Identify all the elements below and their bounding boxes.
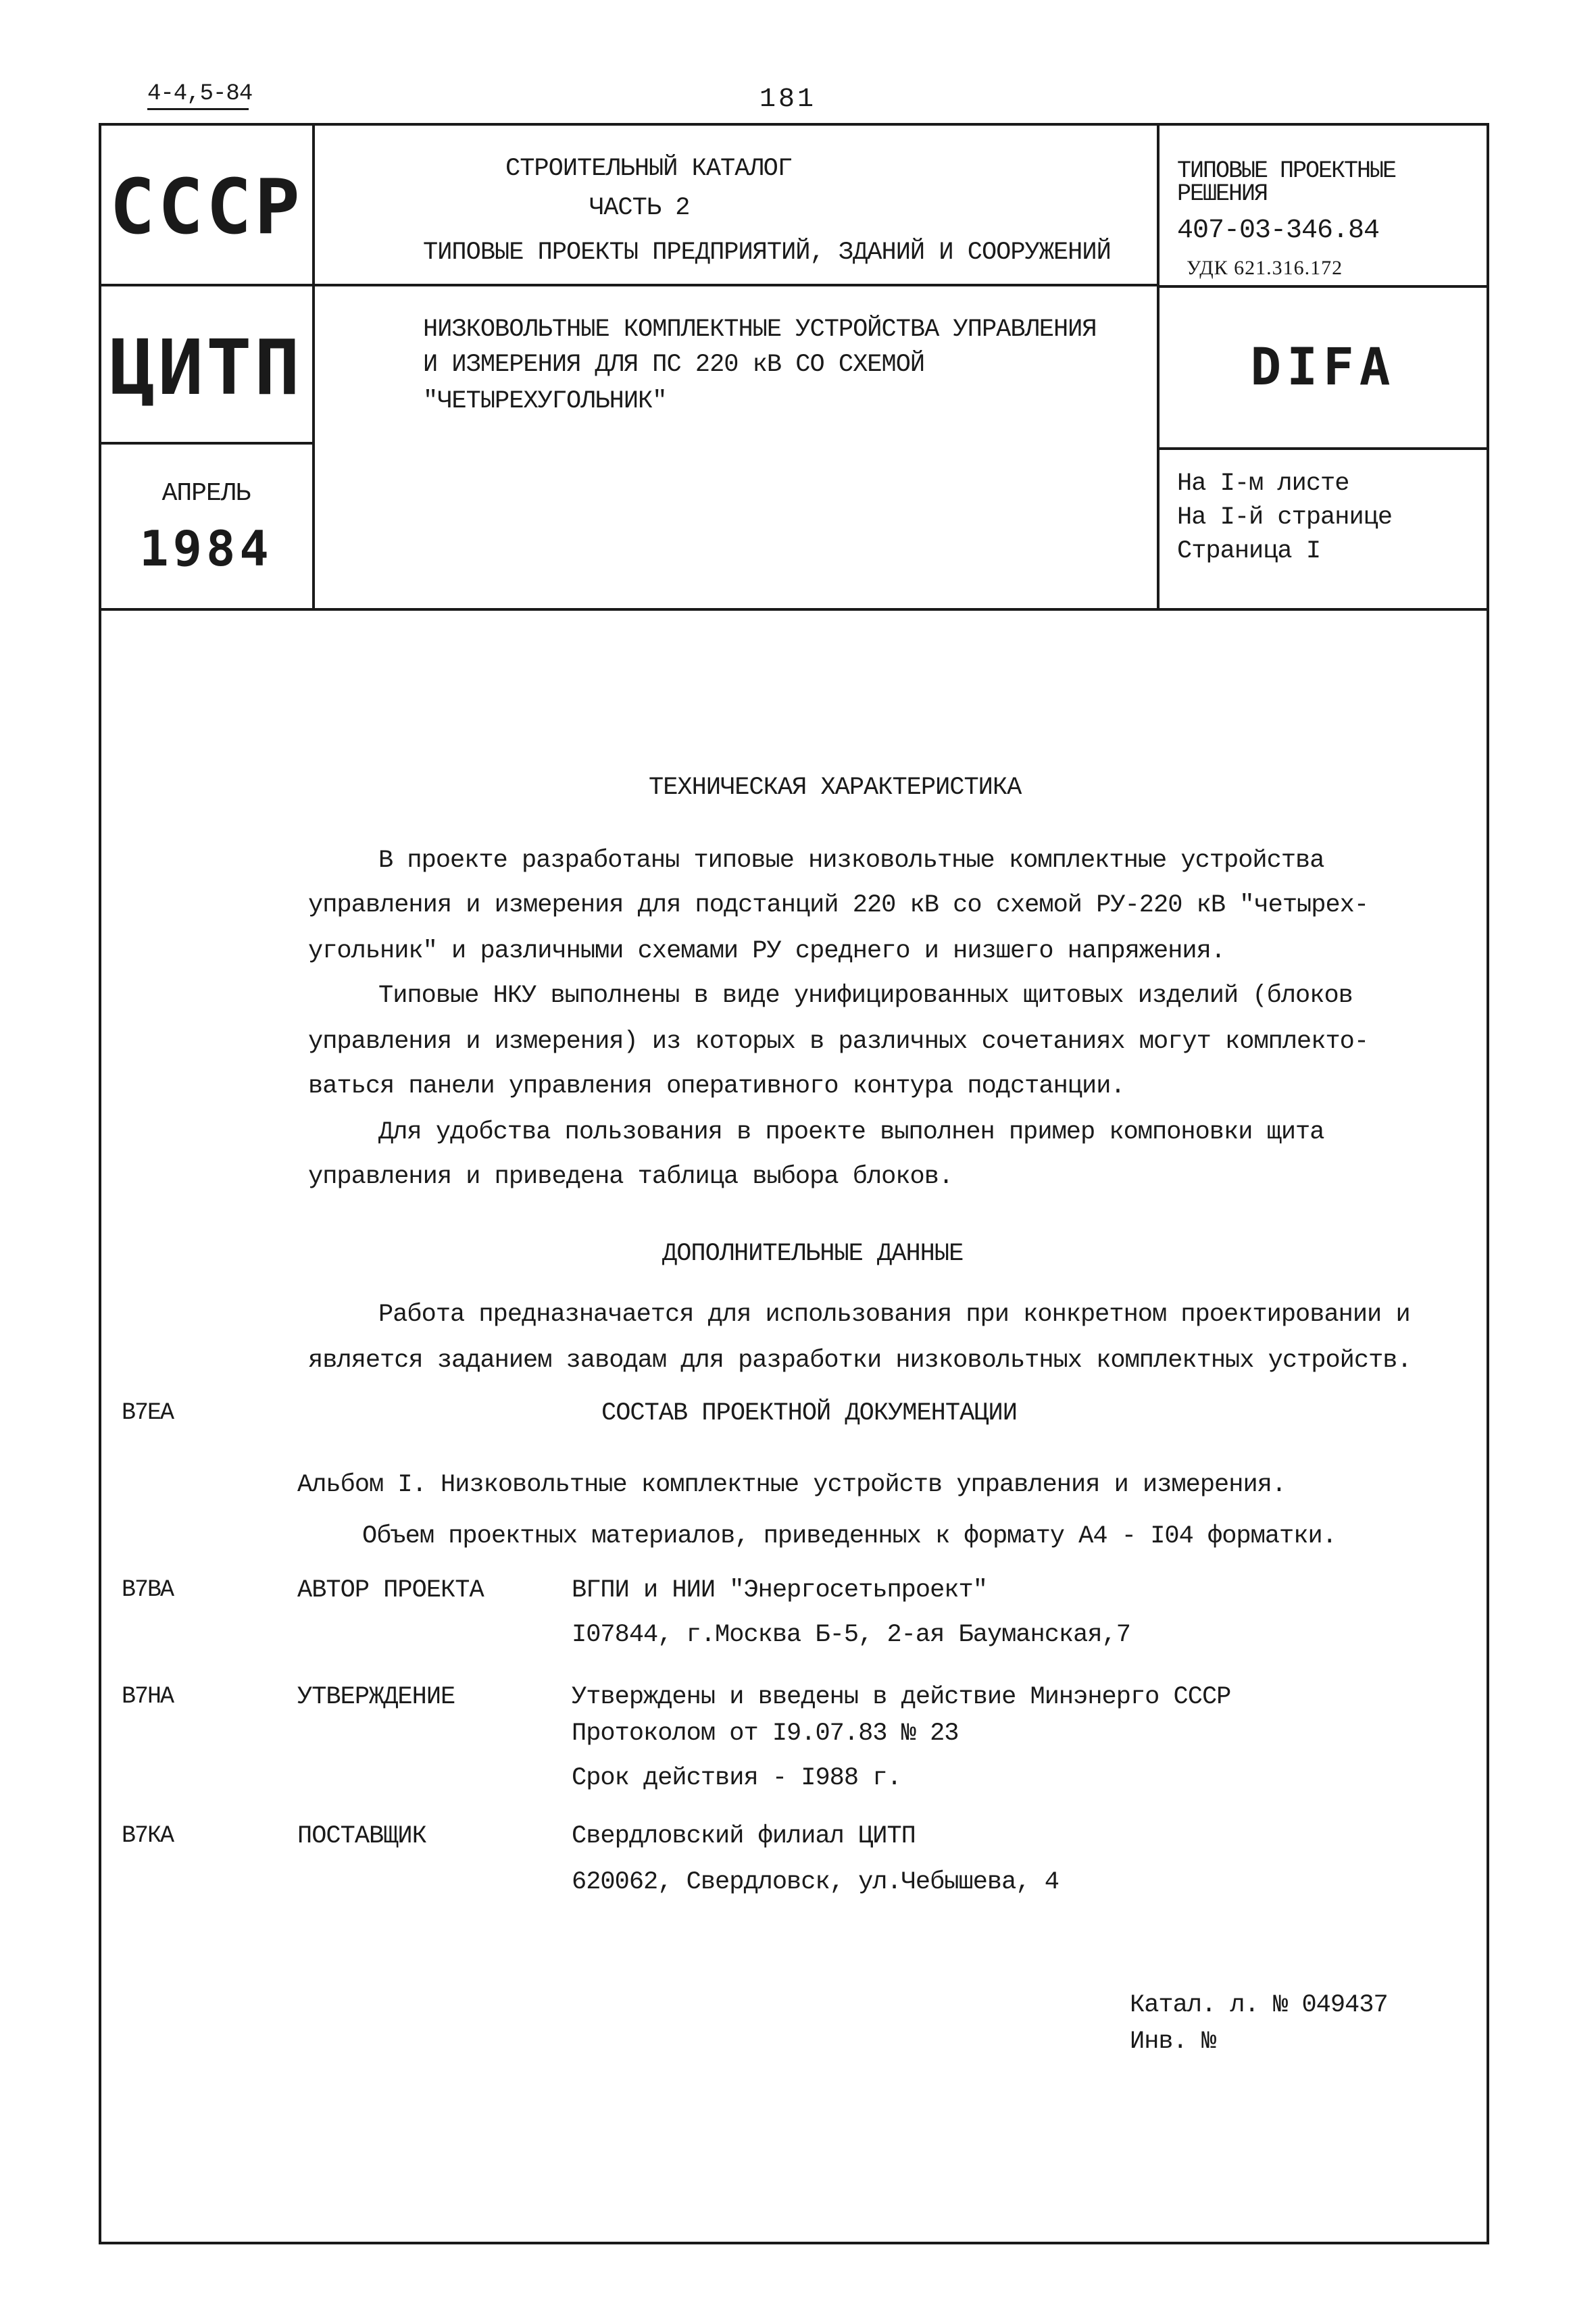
tech-paragraph-line: управления и измерения) из которых в различных сочетаниях могут комплекто- <box>308 1028 1369 1056</box>
country-label: СССР <box>109 164 303 251</box>
project-title-line1: НИЗКОВОЛЬТНЫЕ КОМПЛЕКТНЫЕ УСТРОЙСТВА УПРАВЛЕНИЯ <box>423 316 1097 344</box>
tech-paragraph-line: В проекте разработаны типовые низковольтные комплектные устройства <box>378 847 1324 875</box>
sheet-info-line2: На I-й странице <box>1177 503 1393 532</box>
header-row1-rule <box>99 284 1157 286</box>
supplier-value: 620062, Свердловск, ул.Чебышева, 4 <box>572 1868 1059 1896</box>
supplier-label: ПОСТАВЩИК <box>297 1822 426 1851</box>
doc-type-line2: РЕШЕНИЯ <box>1177 180 1268 207</box>
catalog-sheet-number: Катал. л. № 049437 <box>1130 1991 1388 2019</box>
header-divider-left <box>312 123 315 611</box>
catalog-part: ЧАСТЬ 2 <box>589 194 690 222</box>
inventory-number: Инв. № <box>1130 2028 1216 2056</box>
month-label: АПРЕЛЬ <box>161 479 251 508</box>
project-title-line2: И ИЗМЕРЕНИЯ ДЛЯ ПС 220 кВ СО СХЕМОЙ <box>423 351 925 379</box>
header-left-row2-rule <box>99 442 312 445</box>
author-value: I07844, г.Москва Б-5, 2-ая Бауманская,7 <box>572 1621 1130 1649</box>
approval-value: Срок действия - I988 г. <box>572 1764 901 1792</box>
tech-paragraph-line: ваться панели управления оперативного контура подстанции. <box>308 1072 1125 1101</box>
extra-paragraph-line: является заданием заводам для разработки низковольтных комплектных устройств. <box>308 1347 1412 1375</box>
year-label: 1984 <box>139 520 273 577</box>
tech-heading: ТЕХНИЧЕСКАЯ ХАРАКТЕРИСТИКА <box>649 774 1022 802</box>
header-bottom-rule <box>99 608 1489 611</box>
approval-label: УТВЕРЖДЕНИЕ <box>297 1683 455 1711</box>
series-code: 4-4,5-84 <box>147 81 253 107</box>
sheet-info-line3: Страница I <box>1177 537 1321 565</box>
page-number: 181 <box>759 84 817 115</box>
sheet-info-line1: На I-м листе <box>1177 470 1349 498</box>
tech-paragraph-line: управления и измерения для подстанций 220 кВ со схемой РУ-220 кВ "четырех- <box>308 891 1369 920</box>
extra-heading: ДОПОЛНИТЕЛЬНЫЕ ДАННЫЕ <box>662 1240 964 1268</box>
series-underline <box>147 108 249 110</box>
supplier-code: В7КА <box>122 1822 174 1849</box>
header-right-row2-rule <box>1157 447 1489 450</box>
project-title-line3: "ЧЕТЫРЕХУГОЛЬНИК" <box>423 387 667 416</box>
header-right-row1-rule <box>1157 285 1489 288</box>
doc-type-line1: ТИПОВЫЕ ПРОЕКТНЫЕ <box>1177 157 1396 184</box>
approval-value: Протоколом от I9.07.83 № 23 <box>572 1719 959 1748</box>
supplier-value: Свердловский филиал ЦИТП <box>572 1822 916 1851</box>
author-label: АВТОР ПРОЕКТА <box>297 1576 484 1605</box>
album-line: Альбом I. Низковольтные комплектные устройств управления и измерения. <box>297 1471 1287 1499</box>
udk-code: УДК 621.316.172 <box>1187 257 1343 279</box>
extra-paragraph-line: Работа предназначается для использования при конкретном проектировании и <box>378 1301 1410 1329</box>
author-code: В7ВА <box>122 1576 174 1603</box>
composition-heading: СОСТАВ ПРОЕКТНОЙ ДОКУМЕНТАЦИИ <box>601 1399 1017 1428</box>
project-code: DIFA <box>1250 336 1396 397</box>
approval-value: Утверждены и введены в действие Минэнерго СССР <box>572 1683 1231 1711</box>
tech-paragraph-line: Для удобства пользования в проекте выполнен пример компоновки щита <box>378 1118 1324 1147</box>
tech-paragraph-line: Типовые НКУ выполнены в виде унифицированных щитовых изделий (блоков <box>378 982 1353 1010</box>
volume-line: Объем проектных материалов, приведенных к формату А4 - I04 форматки. <box>362 1522 1337 1551</box>
catalog-subtitle: ТИПОВЫЕ ПРОЕКТЫ ПРЕДПРИЯТИЙ, ЗДАНИЙ И СООРУЖЕНИЙ <box>423 238 1111 267</box>
org-label: ЦИТП <box>109 324 303 412</box>
tech-paragraph-line: управления и приведена таблица выбора блоков. <box>308 1163 953 1191</box>
tech-paragraph-line: угольник" и различными схемами РУ среднего и низшего напряжения. <box>308 937 1226 965</box>
author-value: ВГПИ и НИИ "Энергосетьпроект" <box>572 1576 987 1605</box>
approval-code: В7НА <box>122 1683 174 1710</box>
catalog-title: СТРОИТЕЛЬНЫЙ КАТАЛОГ <box>505 155 793 183</box>
composition-code: В7ЕА <box>122 1399 174 1426</box>
doc-number: 407-03-346.84 <box>1177 216 1380 246</box>
